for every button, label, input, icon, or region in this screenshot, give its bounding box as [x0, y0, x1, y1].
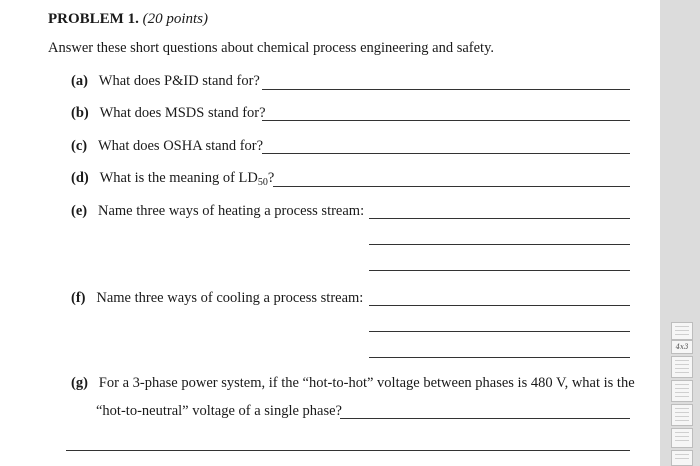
- question-text: What is the meaning of LD: [99, 170, 258, 186]
- question-text: What does OSHA stand for?: [97, 138, 264, 154]
- answer-line-e3[interactable]: [369, 270, 630, 271]
- answer-line-d[interactable]: [273, 186, 630, 187]
- problem-label: PROBLEM 1.: [48, 11, 139, 27]
- question-text: Name three ways of heating a process stream:: [97, 203, 365, 219]
- ld-subscript: 50: [257, 177, 268, 188]
- answer-line-a[interactable]: [262, 89, 630, 90]
- question-label: (c): [71, 138, 88, 154]
- question-d: [71, 170, 274, 187]
- answer-line-f1[interactable]: [369, 305, 630, 306]
- answer-line-g1[interactable]: [340, 418, 630, 419]
- question-label: (b): [71, 105, 89, 121]
- question-text: Name three ways of cooling a process stream:: [96, 290, 364, 306]
- answer-line-f3[interactable]: [369, 357, 630, 358]
- question-label: (f): [71, 290, 86, 306]
- question-text: What does P&ID stand for?: [98, 73, 260, 89]
- answer-line-f2[interactable]: [369, 331, 630, 332]
- question-b: [71, 105, 266, 122]
- question-text-line1: For a 3-phase power system, if the “hot-to-hot” voltage between phases is 480 V, what is the: [98, 375, 635, 391]
- question-a: [71, 73, 260, 90]
- question-g-line2: “hot-to-neutral” voltage of a single phase?: [96, 403, 342, 419]
- question-text: What does MSDS stand for?: [99, 105, 266, 121]
- page-thumbnail[interactable]: [671, 380, 693, 402]
- question-g: [71, 375, 635, 392]
- question-f: [71, 290, 363, 307]
- question-label: (e): [71, 203, 88, 219]
- page-thumbnail[interactable]: [671, 450, 693, 466]
- answer-line-g2[interactable]: [66, 450, 630, 451]
- page-thumbnail[interactable]: [671, 356, 693, 378]
- problem-points: (20 points): [142, 11, 209, 27]
- page-thumbnail[interactable]: [671, 404, 693, 426]
- page-thumbnail[interactable]: [671, 322, 693, 340]
- thumbnail-handwriting: 4x3: [675, 343, 689, 351]
- question-label: (a): [71, 73, 88, 89]
- answer-line-b[interactable]: [262, 120, 630, 121]
- answer-line-e2[interactable]: [369, 244, 630, 245]
- problem-title: [48, 11, 208, 28]
- question-e: [71, 203, 364, 220]
- question-label: (d): [71, 170, 89, 186]
- question-c: [71, 138, 263, 155]
- page-thumbnail[interactable]: [671, 428, 693, 448]
- question-mark: ?: [267, 170, 275, 186]
- question-label: (g): [71, 375, 88, 391]
- answer-line-e1[interactable]: [369, 218, 630, 219]
- problem-intro: Answer these short questions about chemical process engineering and safety.: [48, 40, 495, 56]
- page-thumbnail-annotated[interactable]: [671, 340, 693, 354]
- answer-line-c[interactable]: [262, 153, 630, 154]
